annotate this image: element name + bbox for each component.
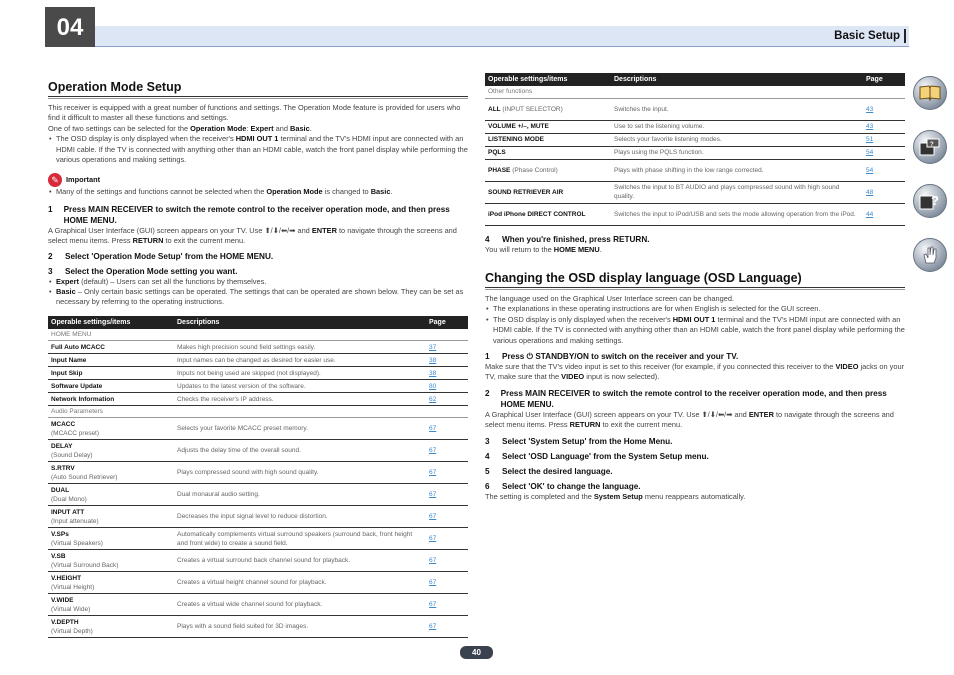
row-description: Checks the receiver's IP address. [174, 393, 426, 406]
step-4-desc: You will return to the HOME MENU. [485, 244, 602, 254]
row-description: Plays compressed sound with high sound quality. [174, 462, 426, 484]
row-description: Adjusts the delay time of the overall sound. [174, 440, 426, 462]
page-link[interactable]: 67 [429, 579, 437, 587]
table-row [485, 120, 905, 133]
question-icon[interactable] [913, 184, 947, 218]
row-description: Input names can be changed as desired for easier use. [174, 354, 426, 367]
settings-table-left [48, 316, 468, 639]
row-item: V.DEPTH (Virtual Depth) [48, 616, 174, 638]
page-link[interactable]: 67 [429, 447, 437, 455]
note-bullet: • The OSD display is only displayed when the receiver's HDMI OUT 1 terminal and the TV's HDMI input are connected with an HDMI cable. If the TV is connected with anything other than an HDMI cable, watch the front panel display while performing the various operations and making settings. [48, 134, 468, 165]
table-row [48, 616, 468, 638]
osd-step-1-desc: Make sure that the TV's video input is set to this receiver (for example, if you connected this receiver to the VIDEO jacks on your TV, make sure that the VIDEO input is now selected). [485, 361, 905, 382]
svg-text:?: ? [930, 142, 934, 148]
osd-step-1: 1 Press ⏻ STANDBY/ON to switch on the receiver and your TV. [485, 351, 739, 361]
svg-text:?: ? [931, 193, 939, 208]
table-row [485, 159, 905, 181]
section-rule [485, 287, 905, 290]
important-heading: ✎ Important [48, 173, 468, 187]
row-description: Switches the input. [611, 98, 863, 120]
row-description: Plays with phase shifting in the low range corrected. [611, 159, 863, 181]
page-link[interactable]: 38 [429, 356, 437, 364]
table-row [48, 418, 468, 440]
important-icon: ✎ [48, 173, 62, 187]
table-row [48, 572, 468, 594]
table-group-label: Other functions [485, 86, 905, 98]
row-item: Input Skip [48, 367, 174, 380]
page-link[interactable]: 67 [429, 623, 437, 631]
receiver-icon[interactable] [913, 130, 947, 164]
row-item: V.SB (Virtual Surround Back) [48, 550, 174, 572]
row-item: S.RTRV (Auto Sound Retriever) [48, 462, 174, 484]
intro-text: This receiver is equipped with a great number of functions and settings. The Operation Mode feature is provided for users who find it difficult to master all these functions and settings. [48, 103, 461, 123]
row-item: PHASE (Phase Control) [485, 159, 611, 181]
row-description: Makes high precision sound field settings easily. [174, 341, 426, 354]
row-description: Automatically complements virtual surround speakers (surround back, front height and front wide) to create a sound field. [174, 528, 426, 550]
osd-bullet-2: • The OSD display is only displayed when the receiver's HDMI OUT 1 terminal and the TV's HDMI input are connected with an HDMI cable. If the TV is connected with anything other than an HDMI cable, watch the front panel display while performing the various operations and making settings. [485, 315, 905, 346]
row-item: SOUND RETRIEVER AIR [485, 181, 611, 203]
page-link[interactable]: 54 [866, 166, 874, 174]
page-link[interactable]: 67 [429, 601, 437, 609]
osd-step-3: 3 Select 'System Setup' from the Home Menu. [485, 436, 673, 446]
page-link[interactable]: 67 [429, 491, 437, 499]
step-3: 3 Select the Operation Mode setting you want. [48, 266, 238, 276]
col-header: Descriptions [611, 73, 863, 86]
table-row [485, 98, 905, 120]
step-2: 2 Select 'Operation Mode Setup' from the HOME MENU. [48, 251, 274, 261]
row-item: V.HEIGHT (Virtual Height) [48, 572, 174, 594]
table-row [48, 393, 468, 406]
row-description: Creates a virtual wide channel sound for playback. [174, 594, 426, 616]
page-link[interactable]: 54 [866, 149, 874, 156]
row-description: Decreases the input signal level to reduce distortion. [174, 506, 426, 528]
row-description: Creates a virtual surround back channel sound for playback. [174, 550, 426, 572]
step-1: 1 Press MAIN RECEIVER to switch the remote control to the receiver operation mode, and then press HOME MENU. [48, 204, 450, 225]
page-link[interactable]: 38 [429, 369, 437, 377]
table-row [48, 528, 468, 550]
option-basic: • Basic – Only certain basic settings can be operated. The settings that can be operated are shown below. They can be set as necessary by referring to the operating instructions. [48, 287, 468, 308]
row-item: PQLS [485, 146, 611, 159]
row-item: LISTENING MODE [485, 133, 611, 146]
row-item: V.WIDE (Virtual Wide) [48, 594, 174, 616]
col-header: Page [863, 73, 905, 86]
settings-table-right [485, 73, 905, 226]
osd-step-2-desc: A Graphical User Interface (GUI) screen appears on your TV. Use ⬆/⬇/⬅/➡ and ENTER to navigate through the screens and select menu items. Press RETURN to exit the current menu. [485, 409, 894, 430]
page-link[interactable]: 44 [866, 210, 874, 218]
row-description: Creates a virtual height channel sound for playback. [174, 572, 426, 594]
chapter-number: 04 [45, 7, 95, 47]
page-link[interactable]: 37 [429, 343, 437, 351]
osd-bullet-1: • The explanations in these operating instructions are for when English is selected for the GUI screen. [485, 304, 905, 314]
row-item: DUAL (Dual Mono) [48, 484, 174, 506]
osd-intro: The language used on the Graphical User Interface screen can be changed. [485, 293, 734, 303]
osd-step-6: 6 Select 'OK' to change the language. [485, 481, 641, 491]
row-description: Plays using the PQLS function. [611, 146, 863, 159]
row-description: Updates to the latest version of the software. [174, 380, 426, 393]
col-header: Operable settings/items [485, 73, 611, 86]
row-description: Switches the input to iPod/USB and sets the mode allowing operation from the iPod. [611, 203, 863, 225]
important-bullet: • Many of the settings and functions cannot be selected when the Operation Mode is changed to Basic. [48, 187, 468, 197]
row-item: INPUT ATT (Input attenuate) [48, 506, 174, 528]
row-item: DELAY (Sound Delay) [48, 440, 174, 462]
table-row [48, 341, 468, 354]
page-number: 40 [460, 646, 493, 659]
table-row [48, 594, 468, 616]
col-header: Page [426, 316, 468, 329]
row-item: V.SPs (Virtual Speakers) [48, 528, 174, 550]
table-row [48, 367, 468, 380]
table-group-label: Audio Parameters [48, 406, 468, 418]
row-description: Selects your favorite listening modes. [611, 133, 863, 146]
table-row [48, 440, 468, 462]
table-row [48, 550, 468, 572]
page-link[interactable]: 43 [866, 105, 874, 113]
table-row [485, 203, 905, 225]
row-item: VOLUME +/–, MUTE [485, 120, 611, 133]
table-row [48, 380, 468, 393]
row-item: MCACC (MCACC preset) [48, 418, 174, 440]
book-icon[interactable] [913, 76, 947, 110]
table-row [48, 506, 468, 528]
hand-icon[interactable] [913, 238, 947, 272]
table-row [48, 462, 468, 484]
page-link[interactable]: 67 [429, 469, 437, 477]
row-description: Plays with a sound field suited for 3D images. [174, 616, 426, 638]
row-description: Inputs not being used are skipped (not displayed). [174, 367, 426, 380]
row-description: Selects your favorite MCACC preset memory. [174, 418, 426, 440]
row-description: Dual monaural audio setting. [174, 484, 426, 506]
page-link[interactable]: 67 [429, 513, 437, 521]
row-description: Use to set the listening volume. [611, 120, 863, 133]
row-item: Network Information [48, 393, 174, 406]
row-item: ALL (INPUT SELECTOR) [485, 98, 611, 120]
col-header: Operable settings/items [48, 316, 174, 329]
page-link[interactable]: 80 [429, 382, 437, 390]
intro-text-2: One of two settings can be selected for the Operation Mode: Expert and Basic. [48, 123, 312, 133]
row-description: Switches the input to BT AUDIO and plays compressed sound with high sound quality. [611, 181, 863, 203]
col-header: Descriptions [174, 316, 426, 329]
left-column [48, 80, 468, 638]
section-title: Operation Mode Setup [48, 80, 182, 94]
right-column [485, 73, 905, 502]
page-link[interactable]: 67 [429, 425, 437, 433]
page-link[interactable]: 48 [866, 188, 874, 196]
page-link[interactable]: 43 [866, 123, 874, 130]
table-row [485, 181, 905, 203]
osd-step-6-desc: The setting is completed and the System Setup menu reappears automatically. [485, 491, 746, 501]
table-group-label: HOME MENU [48, 329, 468, 341]
step-1-desc: A Graphical User Interface (GUI) screen appears on your TV. Use ⬆/⬇/⬅/➡ and ENTER to navigate through the screens and select menu items. Press RETURN to exit the current menu. [48, 225, 457, 246]
step-4: 4 When you're finished, press RETURN. [485, 234, 650, 244]
table-row [485, 133, 905, 146]
chapter-title: Basic Setup [834, 29, 906, 43]
osd-step-5: 5 Select the desired language. [485, 466, 613, 476]
row-item: Software Update [48, 380, 174, 393]
page-link[interactable]: 67 [429, 557, 437, 565]
osd-step-4: 4 Select 'OSD Language' from the System Setup menu. [485, 451, 709, 461]
option-expert: • Expert (default) – Users can set all the functions by themselves. [48, 277, 468, 287]
section-rule [48, 96, 468, 99]
table-row [48, 354, 468, 367]
page-link[interactable]: 67 [429, 535, 437, 543]
row-item: Input Name [48, 354, 174, 367]
page-link[interactable]: 51 [866, 136, 874, 143]
section-title-2: Changing the OSD display language (OSD Language) [485, 270, 802, 285]
row-item: iPod iPhone DIRECT CONTROL [485, 203, 611, 225]
osd-step-2: 2 Press MAIN RECEIVER to switch the remote control to the receiver operation mode, and then press HOME MENU. [485, 388, 887, 409]
table-row [48, 484, 468, 506]
page-link[interactable]: 62 [429, 395, 437, 403]
row-item: Full Auto MCACC [48, 341, 174, 354]
table-row [485, 146, 905, 159]
chapter-bar [95, 26, 909, 47]
